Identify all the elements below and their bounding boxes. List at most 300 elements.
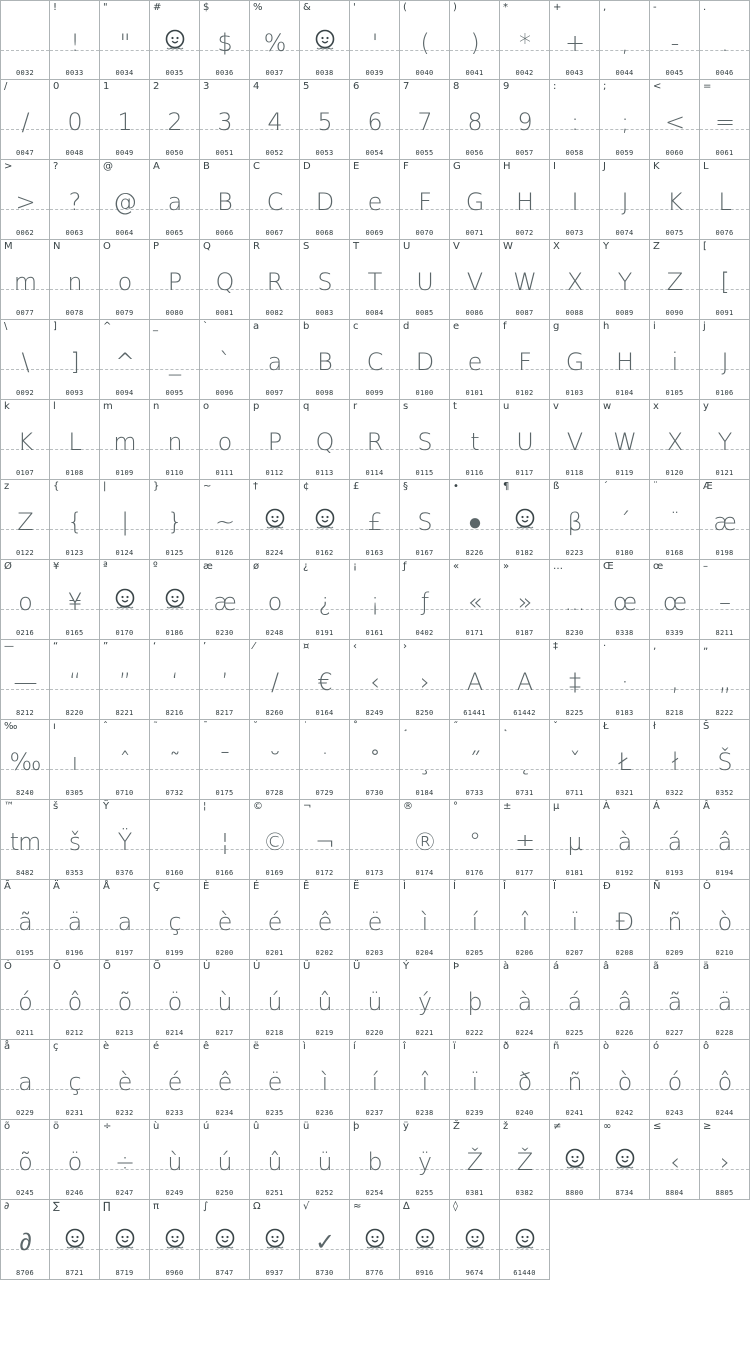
glyph-cell[interactable] [400, 0, 450, 80]
glyph-cell[interactable] [550, 1040, 600, 1120]
glyph-cell[interactable] [650, 800, 700, 880]
glyph-cell[interactable] [300, 320, 350, 400]
glyph-cell[interactable] [550, 720, 600, 800]
glyph-sample: I [571, 188, 578, 216]
glyph-code-label: 0246 [65, 1189, 84, 1197]
glyph-code-label: 0208 [615, 949, 634, 957]
glyph-cell[interactable] [100, 400, 150, 480]
glyph-cell[interactable] [100, 960, 150, 1040]
glyph-code-label: 0073 [565, 229, 584, 237]
glyph-cell[interactable] [150, 1120, 200, 1200]
glyph-cell[interactable] [500, 1200, 550, 1280]
glyph-cell[interactable] [300, 400, 350, 480]
glyph-cell[interactable] [300, 720, 350, 800]
glyph-cell[interactable] [50, 1120, 100, 1200]
glyph-sample: ° [469, 828, 480, 856]
glyph-cell[interactable] [0, 0, 50, 80]
glyph-cell[interactable] [50, 560, 100, 640]
glyph-cell[interactable] [200, 560, 250, 640]
glyph-cell[interactable] [450, 640, 500, 720]
glyph-cell[interactable] [250, 800, 300, 880]
glyph-cell[interactable] [250, 880, 300, 960]
glyph-cell[interactable] [200, 1120, 250, 1200]
glyph-cell[interactable] [100, 0, 150, 80]
glyph-cell[interactable] [450, 320, 500, 400]
glyph-cell[interactable] [400, 80, 450, 160]
glyph-cell[interactable] [50, 80, 100, 160]
glyph-sample: J [721, 348, 728, 376]
glyph-cell[interactable] [350, 880, 400, 960]
glyph-code-label: 0062 [15, 229, 35, 237]
glyph-code-label: 0236 [315, 1109, 334, 1117]
glyph-cell[interactable] [350, 1040, 400, 1120]
glyph-sample: Ž [516, 1148, 533, 1176]
glyph-sample: F [418, 188, 431, 216]
glyph-cell[interactable] [350, 800, 400, 880]
glyph-cell[interactable] [350, 1200, 400, 1280]
glyph-code-label: 0059 [615, 149, 634, 157]
glyph-cell[interactable] [100, 80, 150, 160]
glyph-cell[interactable] [250, 80, 300, 160]
glyph-cell[interactable] [150, 240, 200, 320]
glyph-cell[interactable] [350, 0, 400, 80]
glyph-cell[interactable] [150, 560, 200, 640]
glyph-cell[interactable] [550, 880, 600, 960]
glyph-cell[interactable] [700, 960, 750, 1040]
glyph-cell[interactable] [550, 240, 600, 320]
glyph-cell[interactable] [300, 1120, 350, 1200]
glyph-cell[interactable] [50, 1200, 100, 1280]
glyph-cell[interactable] [200, 880, 250, 960]
glyph-cell[interactable] [200, 80, 250, 160]
glyph-cell[interactable] [250, 960, 300, 1040]
glyph-cell[interactable] [700, 400, 750, 480]
glyph-cell[interactable] [600, 400, 650, 480]
glyph-cell[interactable] [700, 320, 750, 400]
glyph-cell[interactable] [400, 1040, 450, 1120]
glyph-cell[interactable] [650, 0, 700, 80]
glyph-cell[interactable] [400, 960, 450, 1040]
glyph-cell[interactable] [200, 160, 250, 240]
glyph-cell[interactable] [350, 1120, 400, 1200]
glyph-cell[interactable] [0, 400, 50, 480]
glyph-cell[interactable] [600, 480, 650, 560]
glyph-cell[interactable] [400, 240, 450, 320]
glyph-cell[interactable] [300, 0, 350, 80]
glyph-cell[interactable] [100, 320, 150, 400]
glyph-cell[interactable] [450, 880, 500, 960]
glyph-cell[interactable] [650, 1120, 700, 1200]
glyph-cell[interactable] [200, 960, 250, 1040]
glyph-cell[interactable] [700, 80, 750, 160]
glyph-cell[interactable] [250, 640, 300, 720]
glyph-sample: ± [514, 828, 535, 856]
glyph-cell[interactable] [700, 160, 750, 240]
glyph-cell[interactable] [200, 720, 250, 800]
glyph-cell[interactable] [50, 320, 100, 400]
glyph-cell[interactable] [350, 480, 400, 560]
glyph-key-label: › [403, 641, 407, 652]
glyph-cell[interactable] [350, 400, 400, 480]
glyph-cell[interactable] [200, 320, 250, 400]
glyph-key-label: f [503, 321, 507, 332]
glyph-cell[interactable] [150, 1040, 200, 1120]
glyph-code-label: 0094 [115, 389, 134, 397]
glyph-cell[interactable] [600, 80, 650, 160]
glyph-cell[interactable] [50, 480, 100, 560]
glyph-sample: K [667, 188, 682, 216]
glyph-cell[interactable] [650, 720, 700, 800]
glyph-cell[interactable] [500, 0, 550, 80]
glyph-cell[interactable] [700, 560, 750, 640]
glyph-cell[interactable] [200, 1040, 250, 1120]
glyph-key-label: ™ [4, 801, 14, 812]
glyph-key-label: ¿ [303, 561, 309, 572]
glyph-cell[interactable] [550, 160, 600, 240]
glyph-cell[interactable] [650, 1040, 700, 1120]
glyph-cell[interactable] [500, 960, 550, 1040]
glyph-cell[interactable] [300, 480, 350, 560]
glyph-cell[interactable] [400, 1120, 450, 1200]
glyph-cell[interactable] [350, 960, 400, 1040]
glyph-cell[interactable] [150, 400, 200, 480]
glyph-code-label: 0109 [115, 469, 134, 477]
glyph-cell[interactable] [200, 800, 250, 880]
glyph-sample: ¦ [220, 828, 229, 856]
glyph-cell[interactable] [100, 1200, 150, 1280]
glyph-cell[interactable] [250, 720, 300, 800]
glyph-cell[interactable] [50, 400, 100, 480]
glyph-key-label: ] [53, 321, 57, 332]
glyph-key-label: ´ [603, 481, 608, 492]
glyph-cell[interactable] [50, 800, 100, 880]
glyph-cell[interactable] [650, 960, 700, 1040]
glyph-cell[interactable] [600, 160, 650, 240]
glyph-cell[interactable] [500, 640, 550, 720]
glyph-cell[interactable] [500, 1040, 550, 1120]
glyph-cell[interactable] [700, 720, 750, 800]
glyph-sample: ¡ [370, 588, 379, 616]
glyph-cell[interactable] [550, 400, 600, 480]
glyph-cell[interactable] [0, 960, 50, 1040]
glyph-cell[interactable] [650, 880, 700, 960]
glyph-cell[interactable] [0, 720, 50, 800]
glyph-code-label: 0338 [615, 629, 634, 637]
glyph-cell[interactable] [550, 1120, 600, 1200]
glyph-key-label: g [553, 321, 560, 332]
glyph-sample: A [466, 668, 483, 696]
glyph-cell[interactable] [0, 80, 50, 160]
glyph-cell[interactable] [700, 640, 750, 720]
glyph-cell[interactable] [650, 320, 700, 400]
glyph-cell[interactable] [250, 400, 300, 480]
glyph-cell[interactable] [450, 1040, 500, 1120]
glyph-cell[interactable] [100, 800, 150, 880]
glyph-cell[interactable] [150, 480, 200, 560]
glyph-cell[interactable] [250, 1040, 300, 1120]
glyph-cell[interactable] [650, 560, 700, 640]
glyph-cell[interactable] [450, 1200, 500, 1280]
glyph-cell[interactable] [600, 880, 650, 960]
glyph-cell[interactable] [500, 320, 550, 400]
glyph-cell[interactable] [50, 960, 100, 1040]
glyph-cell[interactable] [150, 800, 200, 880]
glyph-cell[interactable] [400, 320, 450, 400]
glyph-sample: û [317, 988, 332, 1016]
glyph-cell[interactable] [250, 560, 300, 640]
glyph-cell[interactable] [350, 240, 400, 320]
glyph-cell[interactable] [550, 80, 600, 160]
glyph-cell[interactable] [450, 0, 500, 80]
glyph-cell[interactable] [600, 800, 650, 880]
glyph-key-label: Ł [603, 721, 609, 732]
glyph-cell[interactable] [200, 240, 250, 320]
glyph-cell[interactable] [500, 160, 550, 240]
glyph-cell[interactable] [300, 640, 350, 720]
glyph-code-label: 0047 [15, 149, 35, 157]
glyph-cell[interactable] [100, 1040, 150, 1120]
glyph-cell[interactable] [550, 960, 600, 1040]
glyph-cell[interactable] [250, 480, 300, 560]
glyph-cell[interactable] [500, 880, 550, 960]
glyph-code-label: 0711 [565, 789, 584, 797]
glyph-cell[interactable] [700, 880, 750, 960]
glyph-code-label: 0064 [115, 229, 134, 237]
glyph-cell[interactable] [300, 960, 350, 1040]
glyph-cell[interactable] [500, 720, 550, 800]
glyph-code-label: 0096 [215, 389, 234, 397]
glyph-cell[interactable] [200, 400, 250, 480]
glyph-cell[interactable] [700, 240, 750, 320]
glyph-key-label: i [653, 321, 656, 332]
glyph-cell[interactable] [0, 1200, 50, 1280]
glyph-cell[interactable] [600, 320, 650, 400]
glyph-cell[interactable] [450, 560, 500, 640]
glyph-cell[interactable] [50, 160, 100, 240]
glyph-cell[interactable] [250, 0, 300, 80]
glyph-cell[interactable] [400, 480, 450, 560]
glyph-sample: S [417, 508, 432, 536]
glyph-key-label: \ [4, 321, 8, 332]
glyph-cell[interactable] [500, 240, 550, 320]
glyph-cell[interactable] [600, 1040, 650, 1120]
glyph-key-label: 7 [403, 81, 410, 92]
glyph-cell[interactable] [700, 480, 750, 560]
glyph-cell[interactable] [250, 240, 300, 320]
glyph-key-label: X [553, 241, 560, 252]
glyph-cell[interactable] [100, 880, 150, 960]
glyph-cell[interactable] [50, 720, 100, 800]
glyph-cell[interactable] [600, 560, 650, 640]
glyph-key-label: ≥ [703, 1121, 712, 1132]
glyph-cell[interactable] [300, 80, 350, 160]
glyph-code-label: 8721 [65, 1269, 84, 1277]
glyph-cell[interactable] [650, 400, 700, 480]
glyph-cell[interactable] [100, 720, 150, 800]
glyph-cell[interactable] [200, 640, 250, 720]
glyph-cell[interactable] [550, 320, 600, 400]
glyph-cell[interactable] [550, 560, 600, 640]
glyph-code-label: 0125 [165, 549, 184, 557]
glyph-cell[interactable] [500, 480, 550, 560]
glyph-code-label: 0322 [665, 789, 684, 797]
glyph-cell[interactable] [150, 320, 200, 400]
glyph-cell[interactable] [650, 480, 700, 560]
glyph-code-label: 0071 [465, 229, 484, 237]
glyph-cell[interactable] [50, 1040, 100, 1120]
glyph-cell[interactable] [400, 800, 450, 880]
glyph-cell[interactable] [150, 160, 200, 240]
glyph-cell[interactable] [200, 480, 250, 560]
glyph-cell[interactable] [650, 640, 700, 720]
glyph-cell[interactable] [350, 80, 400, 160]
glyph-code-label: 8260 [265, 709, 284, 717]
glyph-cell[interactable] [100, 560, 150, 640]
glyph-key-label: „ [703, 641, 709, 652]
glyph-cell[interactable] [700, 0, 750, 80]
glyph-cell[interactable] [0, 320, 50, 400]
glyph-cell[interactable] [300, 880, 350, 960]
glyph-cell[interactable] [700, 1040, 750, 1120]
glyph-cell[interactable] [600, 0, 650, 80]
glyph-key-label: # [153, 2, 162, 13]
glyph-code-label: 61440 [513, 1269, 536, 1277]
glyph-cell[interactable] [300, 1200, 350, 1280]
glyph-cell[interactable] [550, 640, 600, 720]
glyph-cell[interactable] [150, 720, 200, 800]
glyph-cell[interactable] [150, 960, 200, 1040]
glyph-cell[interactable] [500, 80, 550, 160]
glyph-cell[interactable] [0, 1040, 50, 1120]
glyph-cell[interactable] [0, 1120, 50, 1200]
glyph-cell[interactable] [650, 240, 700, 320]
glyph-cell[interactable] [300, 800, 350, 880]
glyph-cell[interactable] [500, 400, 550, 480]
glyph-cell[interactable] [600, 240, 650, 320]
glyph-sample: a [167, 188, 182, 216]
glyph-cell[interactable] [600, 960, 650, 1040]
glyph-cell[interactable] [250, 1200, 300, 1280]
glyph-cell[interactable] [300, 160, 350, 240]
glyph-cell[interactable] [50, 240, 100, 320]
glyph-cell[interactable] [200, 1200, 250, 1280]
glyph-cell[interactable] [450, 960, 500, 1040]
glyph-cell[interactable] [50, 640, 100, 720]
glyph-cell[interactable] [150, 640, 200, 720]
glyph-cell[interactable] [250, 320, 300, 400]
glyph-key-label: Ó [4, 961, 12, 972]
glyph-cell[interactable] [450, 1120, 500, 1200]
glyph-cell[interactable] [650, 160, 700, 240]
glyph-key-label: ¯ [203, 721, 208, 732]
glyph-cell[interactable] [350, 720, 400, 800]
glyph-cell[interactable] [250, 1120, 300, 1200]
glyph-cell[interactable] [0, 160, 50, 240]
glyph-cell[interactable] [0, 800, 50, 880]
glyph-cell[interactable] [700, 1120, 750, 1200]
glyph-key-label: Ï [553, 881, 556, 892]
glyph-cell[interactable] [550, 0, 600, 80]
glyph-cell[interactable] [450, 80, 500, 160]
glyph-cell[interactable] [0, 640, 50, 720]
glyph-cell[interactable] [600, 640, 650, 720]
glyph-code-label: 0055 [415, 149, 434, 157]
glyph-cell[interactable] [150, 0, 200, 80]
glyph-code-label: 0728 [265, 789, 284, 797]
glyph-cell[interactable] [600, 720, 650, 800]
glyph-cell[interactable] [350, 160, 400, 240]
glyph-cell[interactable] [50, 880, 100, 960]
glyph-cell[interactable] [150, 880, 200, 960]
glyph-cell[interactable] [500, 560, 550, 640]
glyph-cell[interactable] [700, 800, 750, 880]
glyph-cell[interactable] [100, 160, 150, 240]
glyph-code-label: 0186 [165, 629, 184, 637]
glyph-cell[interactable] [400, 880, 450, 960]
glyph-key-label: [ [703, 241, 707, 252]
glyph-cell[interactable] [650, 80, 700, 160]
glyph-cell[interactable] [0, 880, 50, 960]
glyph-key-label: p [253, 401, 260, 412]
glyph-cell[interactable] [250, 160, 300, 240]
glyph-cell[interactable] [450, 400, 500, 480]
glyph-cell[interactable] [400, 160, 450, 240]
glyph-cell[interactable] [550, 800, 600, 880]
glyph-cell[interactable] [0, 560, 50, 640]
glyph-cell[interactable] [400, 1200, 450, 1280]
glyph-key-label: ; [603, 81, 607, 92]
glyph-key-label: . [703, 2, 707, 13]
glyph-key-label: ð [503, 1041, 510, 1052]
glyph-cell[interactable] [400, 720, 450, 800]
glyph-cell[interactable] [400, 560, 450, 640]
glyph-cell[interactable] [550, 480, 600, 560]
glyph-cell[interactable] [150, 80, 200, 160]
glyph-code-label: 0124 [115, 549, 134, 557]
glyph-cell[interactable] [200, 0, 250, 80]
glyph-cell[interactable] [100, 640, 150, 720]
glyph-cell[interactable] [350, 640, 400, 720]
glyph-cell[interactable] [100, 240, 150, 320]
glyph-cell[interactable] [400, 400, 450, 480]
glyph-cell[interactable] [300, 1040, 350, 1120]
glyph-cell[interactable] [300, 560, 350, 640]
glyph-cell[interactable] [450, 800, 500, 880]
glyph-cell[interactable] [450, 480, 500, 560]
glyph-sample: é [267, 908, 282, 936]
glyph-cell[interactable] [150, 1200, 200, 1280]
glyph-cell[interactable] [0, 240, 50, 320]
glyph-cell[interactable] [500, 1120, 550, 1200]
glyph-cell[interactable] [500, 800, 550, 880]
glyph-cell[interactable] [450, 240, 500, 320]
glyph-key-label: s [403, 401, 409, 412]
glyph-cell[interactable] [50, 0, 100, 80]
glyph-sample: ‚ [671, 668, 678, 696]
glyph-cell[interactable] [450, 720, 500, 800]
glyph-cell[interactable] [100, 1120, 150, 1200]
glyph-cell[interactable] [600, 1120, 650, 1200]
glyph-code-label: 0710 [115, 789, 134, 797]
glyph-cell[interactable] [450, 160, 500, 240]
glyph-cell[interactable] [350, 320, 400, 400]
glyph-cell[interactable] [100, 480, 150, 560]
glyph-cell[interactable] [0, 480, 50, 560]
glyph-cell[interactable] [300, 240, 350, 320]
glyph-cell[interactable] [350, 560, 400, 640]
glyph-sample: , [621, 29, 628, 57]
glyph-cell[interactable] [400, 640, 450, 720]
